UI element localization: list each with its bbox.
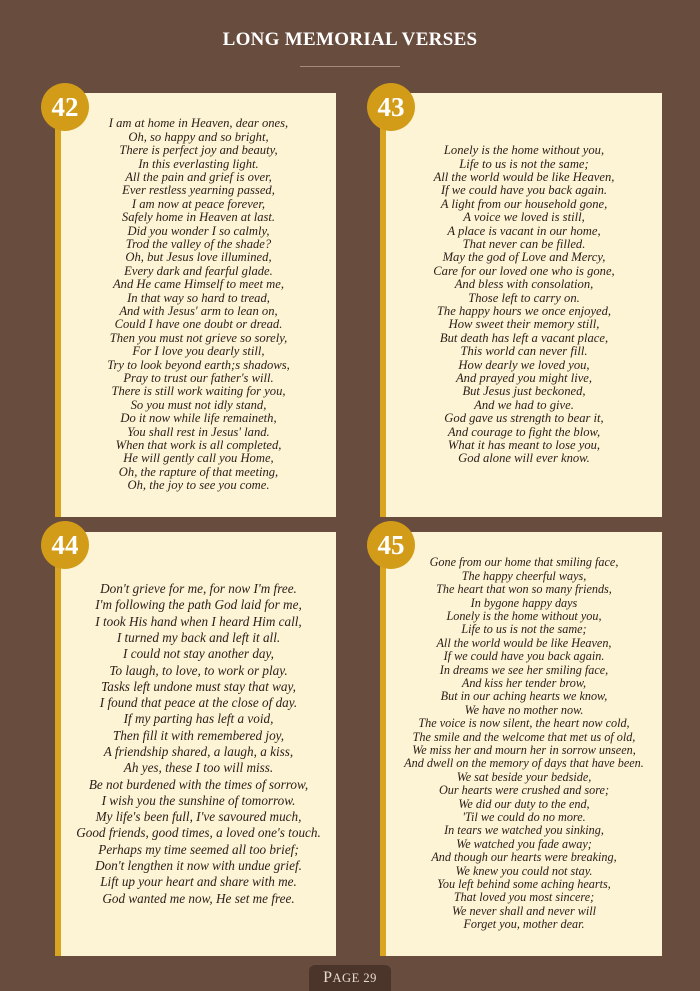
verse-card-43 bbox=[380, 93, 662, 517]
verse-line: A place is vacant in our home, bbox=[447, 223, 601, 238]
verse-line: And He came Himself to meet me, bbox=[112, 277, 284, 292]
verse-line: If my parting has left a void, bbox=[123, 711, 274, 727]
verse-line: Lonely is the home without you, bbox=[446, 608, 602, 623]
verse-text bbox=[404, 556, 644, 931]
verse-line: And prayed you might live, bbox=[455, 371, 593, 386]
verse-line: Oh, the joy to see you come. bbox=[127, 478, 270, 493]
verse-line: I found that peace at the close of day. bbox=[99, 695, 298, 711]
verse-line: There is still work waiting for you, bbox=[111, 384, 286, 399]
page-number: PAGE 29 bbox=[309, 965, 391, 991]
verse-line: 'Til we could do no more. bbox=[462, 810, 586, 825]
verse-line: We miss her and mourn her in sorrow unseen, bbox=[412, 743, 636, 757]
verse-line: And with Jesus' arm to lean on, bbox=[119, 304, 278, 318]
verse-line: This world can never fill. bbox=[460, 344, 588, 359]
verse-line: Those left to carry on. bbox=[468, 290, 580, 305]
verse-line: We have no mother now. bbox=[464, 702, 584, 717]
verse-text bbox=[76, 581, 321, 907]
verse-line: I wish you the sunshine of tomorrow. bbox=[101, 792, 296, 808]
verse-line: I am now at peace forever, bbox=[131, 196, 266, 211]
verse-line: Life to us is not the same; bbox=[459, 156, 589, 171]
verse-line: Don't grieve for me, for now I'm free. bbox=[100, 581, 297, 597]
verse-line: That never can be filled. bbox=[462, 236, 586, 251]
verse-line: Don't lengthen it now with undue grief. bbox=[95, 858, 302, 874]
verse-line: God gave us strength to bear it, bbox=[444, 411, 604, 426]
verse-line: If we could have you back again. bbox=[440, 183, 608, 198]
verse-line: Trod the valley of the shade? bbox=[125, 236, 272, 251]
verse-line: In that way so hard to tread, bbox=[127, 290, 270, 305]
verse-line: And though our hearts were breaking, bbox=[431, 850, 617, 865]
verse-line: I am at home in Heaven, dear ones, bbox=[108, 116, 289, 131]
verse-line: The voice is now silent, the heart now cold, bbox=[418, 716, 630, 731]
verse-line: Did you wonder I so calmly, bbox=[127, 223, 270, 238]
verse-line: Lonely is the home without you, bbox=[443, 143, 605, 158]
verse-line: Tasks left undone must stay that way, bbox=[101, 678, 296, 694]
verse-line: In this everlasting light. bbox=[138, 156, 259, 171]
verse-line: A friendship shared, a laugh, a kiss, bbox=[103, 744, 294, 759]
verse-line: Life to us is not the same; bbox=[461, 622, 587, 637]
verse-line: And bless with consolation, bbox=[454, 277, 594, 292]
verse-line: If we could have you back again. bbox=[443, 649, 605, 664]
verse-line: We did our duty to the end, bbox=[458, 796, 590, 811]
verse-line: Could I have one doubt or dread. bbox=[114, 317, 283, 332]
verse-line: All the pain and grief is over, bbox=[125, 169, 272, 184]
verse-line: When that work is all completed, bbox=[115, 438, 282, 453]
verse-line: And kiss her tender brow, bbox=[461, 675, 587, 690]
verse-line: The smile and the welcome that met us of old, bbox=[412, 729, 636, 744]
verse-line: All the world would be like Heaven, bbox=[436, 635, 612, 650]
verse-line: Every dark and fearful glade. bbox=[124, 263, 273, 278]
verse-number-badge: 43 bbox=[367, 83, 415, 131]
verse-line: Do it now while life remaineth, bbox=[120, 411, 277, 426]
verse-line: Oh, the rapture of that meeting, bbox=[118, 464, 279, 479]
verse-line: Be not burdened with the times of sorrow, bbox=[88, 776, 309, 792]
verse-card-45 bbox=[380, 532, 662, 956]
verse-line: That loved you most sincere; bbox=[453, 890, 595, 905]
verse-line: You shall rest in Jesus' land. bbox=[127, 424, 270, 439]
verse-line: There is perfect joy and beauty, bbox=[119, 143, 278, 158]
verse-line: Oh, so happy and so bright, bbox=[128, 129, 269, 144]
verse-line: The heart that won so many friends, bbox=[436, 582, 612, 597]
verse-text bbox=[107, 117, 290, 492]
verse-line: Oh, but Jesus love illumined, bbox=[125, 250, 272, 265]
verse-line: A voice we loved is still, bbox=[463, 210, 585, 225]
verse-line: My life's been full, I've savoured much, bbox=[95, 809, 302, 825]
verse-line: Gone from our home that smiling face, bbox=[429, 555, 619, 570]
verse-line: You left behind some aching hearts, bbox=[437, 877, 611, 892]
verse-line: Care for our loved one who is gone, bbox=[433, 263, 615, 278]
verse-line: May the god of Love and Mercy, bbox=[442, 250, 606, 265]
verse-line: A light from our household gone, bbox=[440, 196, 608, 211]
verse-line: He will gently call you Home, bbox=[123, 451, 274, 466]
verse-line: I took His hand when I heard Him call, bbox=[95, 613, 302, 629]
verse-line: Lift up your heart and share with me. bbox=[100, 874, 297, 890]
verse-card-44 bbox=[55, 532, 336, 956]
verse-line: The happy hours we once enjoyed, bbox=[436, 304, 612, 318]
verse-line: Try to look beyond earth;s shadows, bbox=[107, 357, 290, 372]
verse-line: But in our aching hearts we know, bbox=[440, 689, 608, 704]
verse-line: The happy cheerful ways, bbox=[461, 568, 587, 583]
verse-number-badge: 44 bbox=[41, 521, 89, 569]
verse-line: I turned my back and left it all. bbox=[116, 629, 281, 645]
verse-card-42 bbox=[55, 93, 336, 517]
verse-line: Forget you, mother dear. bbox=[463, 917, 585, 932]
verse-number-badge: 45 bbox=[367, 521, 415, 569]
title-divider bbox=[300, 66, 400, 67]
verse-line: I'm following the path God laid for me, bbox=[95, 597, 302, 613]
verse-line: For I love you dearly still, bbox=[132, 344, 265, 359]
verse-line: Ah yes, these I too will miss. bbox=[123, 760, 274, 776]
verse-line: Then fill it with remembered joy, bbox=[112, 727, 285, 743]
verse-line: God alone will ever know. bbox=[458, 451, 590, 466]
verse-line: Pray to trust our father's will. bbox=[123, 371, 274, 386]
verse-line: Ever restless yearning passed, bbox=[122, 183, 275, 198]
verse-line: How sweet their memory still, bbox=[448, 317, 600, 332]
verse-line: To laugh, to love, to work or play. bbox=[109, 662, 288, 678]
verse-line: Safely home in Heaven at last. bbox=[121, 210, 276, 225]
verse-line: We watched you fade away; bbox=[456, 836, 592, 851]
verse-number-badge: 42 bbox=[41, 83, 89, 131]
verse-line: In bygone happy days bbox=[470, 595, 578, 610]
verse-line: And we had to give. bbox=[474, 397, 574, 412]
verse-line: Then you must not grieve so sorely, bbox=[109, 330, 288, 345]
verse-line: We never shall and never will bbox=[451, 903, 597, 918]
verse-line: We knew you could not stay. bbox=[455, 863, 593, 878]
verse-line: And courage to fight the blow, bbox=[447, 424, 601, 439]
verse-line: We sat beside your bedside, bbox=[456, 769, 592, 784]
verse-line: What it has meant to lose you, bbox=[447, 438, 601, 453]
verse-text bbox=[433, 144, 614, 466]
verse-line: In dreams we see her smiling face, bbox=[439, 662, 609, 677]
verse-line: How dearly we loved you, bbox=[458, 357, 590, 372]
verse-line: Our hearts were crushed and sore; bbox=[438, 783, 610, 798]
verse-line: I could not stay another day, bbox=[123, 646, 274, 662]
verse-line: And dwell on the memory of days that have been. bbox=[404, 756, 644, 771]
verse-line: But death has left a vacant place, bbox=[439, 330, 609, 345]
page-title: LONG MEMORIAL VERSES bbox=[222, 29, 478, 50]
verse-line: Perhaps my time seemed all too brief; bbox=[98, 841, 299, 857]
verse-line: So you must not idly stand, bbox=[130, 397, 267, 412]
verse-line: God wanted me now, He set me free. bbox=[102, 890, 295, 906]
verse-line: Good friends, good times, a loved one's touch. bbox=[76, 825, 321, 841]
verse-line: In tears we watched you sinking, bbox=[444, 823, 604, 838]
verse-line: All the world would be like Heaven, bbox=[433, 169, 615, 184]
verse-line: But Jesus just beckoned, bbox=[462, 384, 586, 399]
